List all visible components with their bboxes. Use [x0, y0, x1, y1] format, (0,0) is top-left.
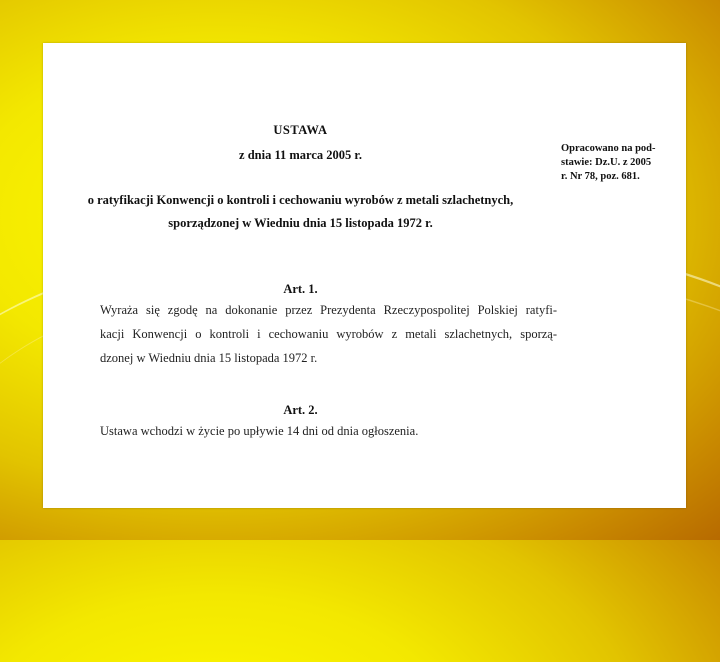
article-1-line-1: Wyraża się zgodę na dokonanie przez Prezydenta Rzeczypospolitej Polskiej ratyfi- — [100, 303, 557, 317]
source-note-line-1: Opracowano na pod- — [561, 143, 656, 154]
article-2-line-1: Ustawa wchodzi w życie po upływie 14 dni od dnia ogłoszenia. — [100, 424, 419, 438]
article-1-line-3: dzonej w Wiedniu dnia 15 listopada 1972 r. — [100, 351, 318, 365]
document-title-line-2: sporządzonej w Wiedniu dnia 15 listopada 1972 r. — [168, 216, 433, 230]
document-heading: USTAWA — [273, 123, 328, 137]
source-note — [561, 142, 671, 184]
source-note-line-3: r. Nr 78, poz. 681. — [561, 171, 640, 182]
article-2-heading: Art. 2. — [283, 403, 318, 417]
document-title-line-1: o ratyfikacji Konwencji o kontroli i cechowaniu wyrobów z metali szlachetnych, — [87, 193, 514, 207]
source-note-line-2: stawie: Dz.U. z 2005 — [561, 157, 652, 168]
article-1-heading: Art. 1. — [283, 282, 318, 296]
document-page — [43, 43, 686, 508]
document-date: z dnia 11 marca 2005 r. — [239, 148, 362, 162]
article-1-line-2: kacji Konwencji o kontroli i cechowaniu wyrobów z metali szlachetnych, sporzą- — [100, 327, 557, 341]
